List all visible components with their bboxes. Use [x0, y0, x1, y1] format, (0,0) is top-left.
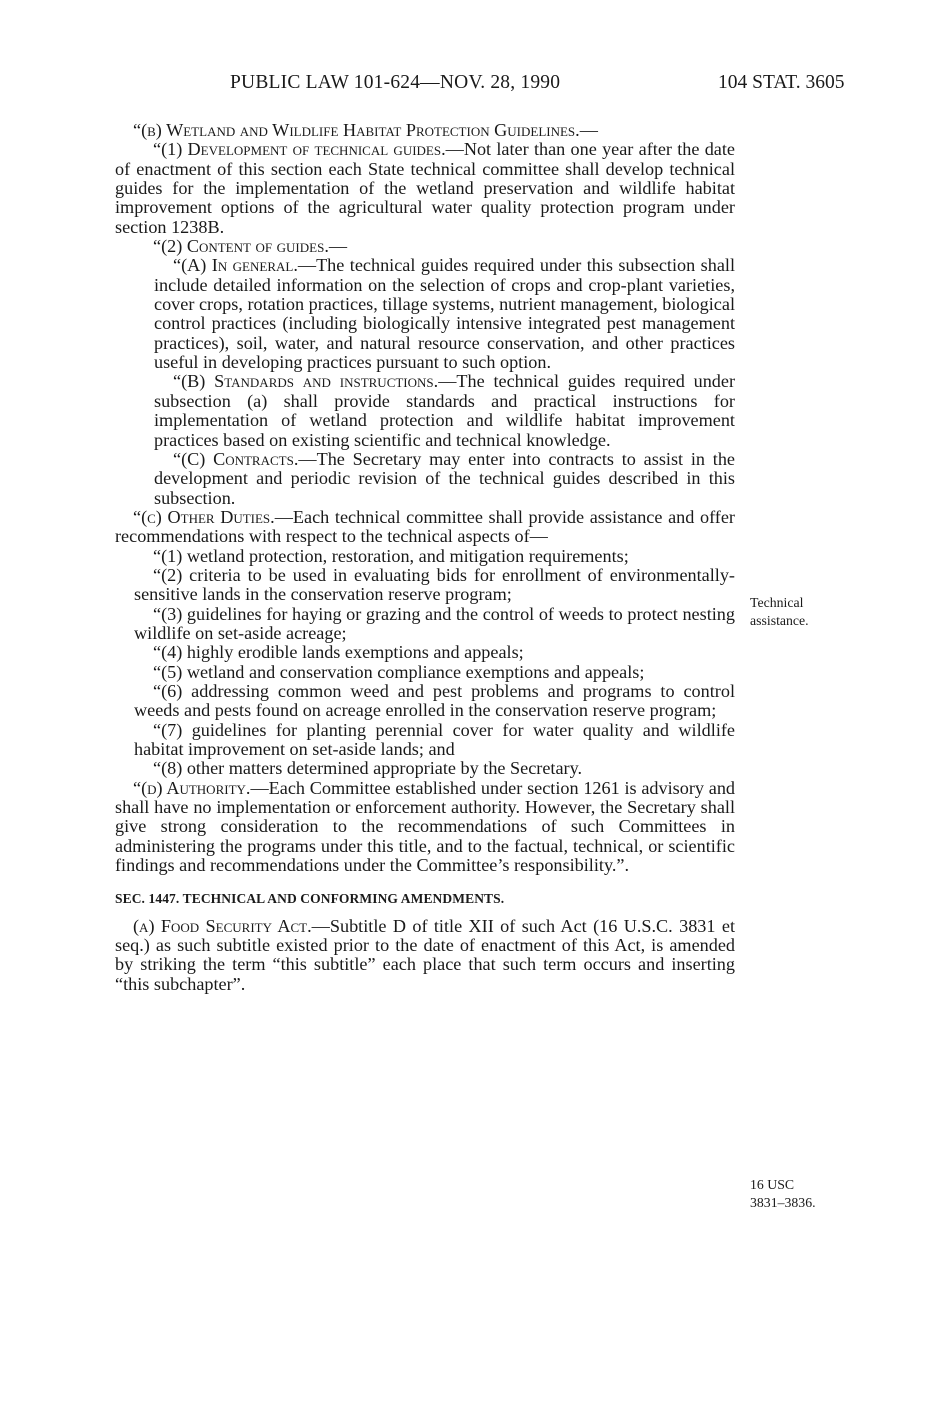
margin-note-line: Technical	[750, 595, 804, 610]
list-item: “(7) guidelines for planting perennial cover for water quality and wildlife habitat improvement on set-aside lands; and	[134, 719, 735, 759]
margin-note-line: 16 USC	[750, 1177, 795, 1192]
subparagraph-text: The Secretary may enter into contracts to assist in the development and periodic revision of the technical guides described in this subsection.	[154, 448, 735, 508]
paragraph-text: Not later than one year after the date of enactment of this section each State technical committee shall develop technical guides for the implementation of the wetland preservation and wildlife habitat improvement options of the agricultural water quality protection program under section 1238B.	[115, 139, 735, 237]
margin-note-usc-citation	[750, 1176, 816, 1212]
list-item: “(2) criteria to be used in evaluating bids for enrollment of environmentally-sensitive lands in the conservation reserve program;	[134, 564, 735, 605]
subparagraph-C	[115, 450, 735, 508]
subparagraph-text: The technical guides required under this subsection shall include detailed information on the selection of crops and crop-plant varieties, cover crops, rotation practices, tillage systems, nutrient management, biological control practices (including biologically intensive integrated pest management practices), soil, water, and natural resource conservation, and other practices useful in developing practices pursuant to such option.	[154, 255, 735, 373]
subsection-d	[115, 779, 735, 876]
heading-text: “(b) Wetland and Wildlife Habitat Protection Guidelines.—	[133, 120, 598, 140]
subparagraph-A	[115, 256, 735, 372]
subparagraph-text: The technical guides required under subsection (a) shall provide standards and practical instructions for implementation of wetland protection and wildlife habitat improvement practices based on existing scientific and technical knowledge.	[154, 371, 736, 450]
margin-note-technical-assistance	[750, 594, 809, 630]
subsection-heading: “(d) Authority.—	[133, 777, 269, 798]
list-item: “(3) guidelines for haying or grazing and the control of weeds to protect nesting wildlife on set-aside acreage;	[134, 603, 735, 643]
subparagraph-heading: “(A) In general.—	[173, 255, 317, 276]
list-item: “(4) highly erodible lands exemptions and appeals;	[153, 642, 524, 663]
list-item: “(6) addressing common weed and pest problems and programs to control weeds and pests found on acreage enrolled in the conservation reserve program;	[134, 680, 735, 721]
running-header-title: PUBLIC LAW 101-624—NOV. 28, 1990	[230, 72, 561, 93]
paragraph-2-heading	[115, 237, 735, 256]
subsection-heading: (a) Food Security Act.—	[133, 915, 330, 936]
section-heading: SEC. 1447. TECHNICAL AND CONFORMING AMENDMENTS.	[115, 891, 505, 907]
subsection-text: Each technical committee shall provide assistance and offer recommendations with respect to the technical aspects of—	[115, 506, 735, 547]
subsection-a	[115, 917, 735, 994]
paragraph-1	[115, 140, 735, 237]
paragraph-heading: “(2) Content of guides.—	[153, 236, 348, 257]
subsection-text: Each Committee established under section 1261 is advisory and shall have no implementation or enforcement authority. However, the Secretary shall give strong consideration to the recommendations of such Committees in administering the programs under this title, and to the factual, technical, or scientific findings and recommendations under the Committee’s responsibility.”.	[115, 777, 736, 876]
subparagraph-B	[115, 372, 735, 449]
statute-body	[115, 121, 735, 994]
subparagraph-heading: “(B) Standards and instructions.—	[173, 371, 457, 392]
subparagraph-heading: “(C) Contracts.—	[173, 448, 317, 469]
subsection-text: Subtitle D of title XII of such Act (16 U.S.C. 3831 et seq.) as such subtitle existed prior to the date of enactment of this Act, is amended by striking the term “this subtitle” each place that such term occurs and inserting “this subchapter”.	[115, 915, 735, 994]
paragraph-heading: “(1) Development of technical guides.—	[153, 139, 464, 160]
list-item: “(8) other matters determined appropriate by the Secretary.	[153, 758, 583, 779]
margin-note-line: 3831–3836.	[750, 1195, 816, 1210]
list-item: “(5) wetland and conservation compliance exemptions and appeals;	[153, 661, 645, 682]
margin-note-line: assistance.	[750, 613, 809, 628]
running-header-page-number: 104 STAT. 3605	[718, 72, 845, 93]
list-item: “(1) wetland protection, restoration, and mitigation requirements;	[153, 545, 629, 566]
subsection-c	[115, 508, 735, 547]
subsection-heading: “(c) Other Duties.—	[133, 506, 293, 527]
subsection-b-heading	[115, 121, 735, 140]
